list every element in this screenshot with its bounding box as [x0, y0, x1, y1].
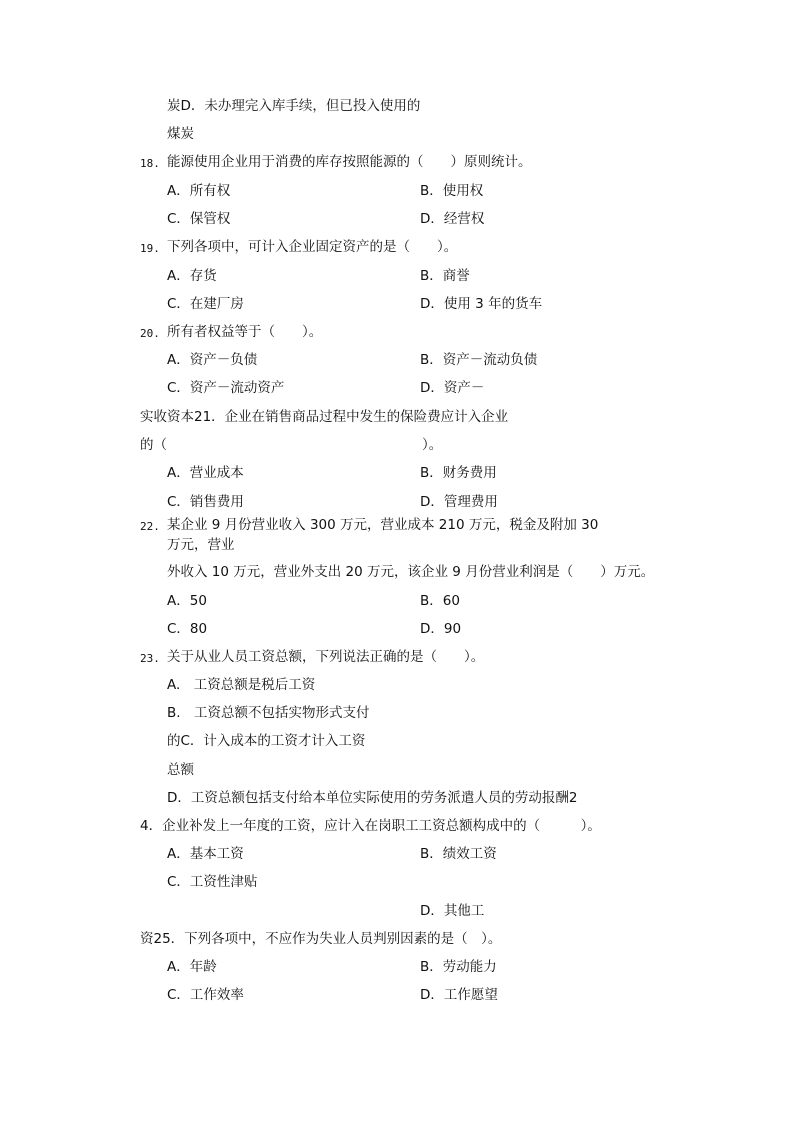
- option-c: C．工作效率: [167, 987, 244, 1003]
- option-a: A．所有权: [167, 183, 231, 199]
- option-d: D．资产－: [420, 380, 485, 396]
- question-stem: ）。: [422, 437, 443, 453]
- question-stem: 资25．下列各项中，不应作为失业人员判别因素的是（ ）。: [140, 931, 502, 947]
- text-line: 煤炭: [167, 126, 194, 142]
- question-number: 18.: [140, 157, 160, 170]
- option-b: B．财务费用: [420, 465, 497, 481]
- option-b: B．劳动能力: [420, 959, 497, 975]
- question-stem: 关于从业人员工资总额，下列说法正确的是（ ）。: [167, 649, 485, 665]
- option-c: C．销售费用: [167, 494, 244, 510]
- question-stem: 4．企业补发上一年度的工资，应计入在岗职工工资总额构成中的（ ）。: [140, 818, 601, 834]
- option-c: C．保管权: [167, 211, 231, 227]
- question-number: 20.: [140, 327, 160, 340]
- option-a: A. 工资总额是税后工资: [167, 677, 316, 693]
- option-b: B．资产－流动负债: [420, 352, 538, 368]
- option-d: D．经营权: [420, 211, 485, 227]
- question-stem: 万元，营业: [167, 537, 235, 553]
- option-d: D．工资总额包括支付给本单位实际使用的劳务派遣人员的劳动报酬2: [167, 790, 578, 806]
- option-d: D．使用 3 年的货车: [420, 296, 543, 312]
- question-stem: 能源使用企业用于消费的库存按照能源的（ ）原则统计。: [167, 154, 532, 170]
- question-number: 19.: [140, 242, 160, 255]
- question-stem: 的（: [140, 437, 167, 453]
- option-a: A．营业成本: [167, 465, 244, 481]
- option-d: D．其他工: [420, 903, 485, 919]
- option-a: A．基本工资: [167, 846, 244, 862]
- option-b: B. 工资总额不包括实物形式支付: [167, 705, 370, 721]
- question-stem: 某企业 9 月份营业收入 300 万元，营业成本 210 万元，税金及附加 30: [167, 517, 599, 533]
- question-stem: 外收入 10 万元，营业外支出 20 万元，该企业 9 月份营业利润是（ ）万元。: [167, 564, 655, 580]
- question-number: 23.: [140, 652, 160, 665]
- option-c: C．80: [167, 621, 208, 637]
- option-a: A．50: [167, 593, 207, 609]
- question-number: 22.: [140, 520, 160, 533]
- option-b: B．使用权: [420, 183, 484, 199]
- option-c-continued: 总额: [167, 762, 194, 778]
- option-a: A．资产－负债: [167, 352, 258, 368]
- option-c: C．在建厂房: [167, 296, 244, 312]
- option-d: D．管理费用: [420, 494, 498, 510]
- text-line: 炭D．未办理完入库手续，但已投入使用的: [167, 98, 421, 114]
- option-a: A．年龄: [167, 959, 217, 975]
- option-d: D．工作愿望: [420, 987, 498, 1003]
- question-stem: 实收资本21．企业在销售商品过程中发生的保险费应计入企业: [140, 409, 509, 425]
- option-a: A．存货: [167, 268, 217, 284]
- option-b: B．绩效工资: [420, 846, 497, 862]
- option-d: D．90: [420, 621, 462, 637]
- option-c: 的C．计入成本的工资才计入工资: [167, 733, 366, 749]
- option-c: C．资产－流动资产: [167, 380, 285, 396]
- option-b: B．60: [420, 593, 460, 609]
- question-stem: 下列各项中，可计入企业固定资产的是（ ）。: [167, 239, 458, 255]
- option-b: B．商誉: [420, 268, 470, 284]
- option-c: C．工资性津贴: [167, 874, 258, 890]
- question-stem: 所有者权益等于（ ）。: [167, 324, 323, 340]
